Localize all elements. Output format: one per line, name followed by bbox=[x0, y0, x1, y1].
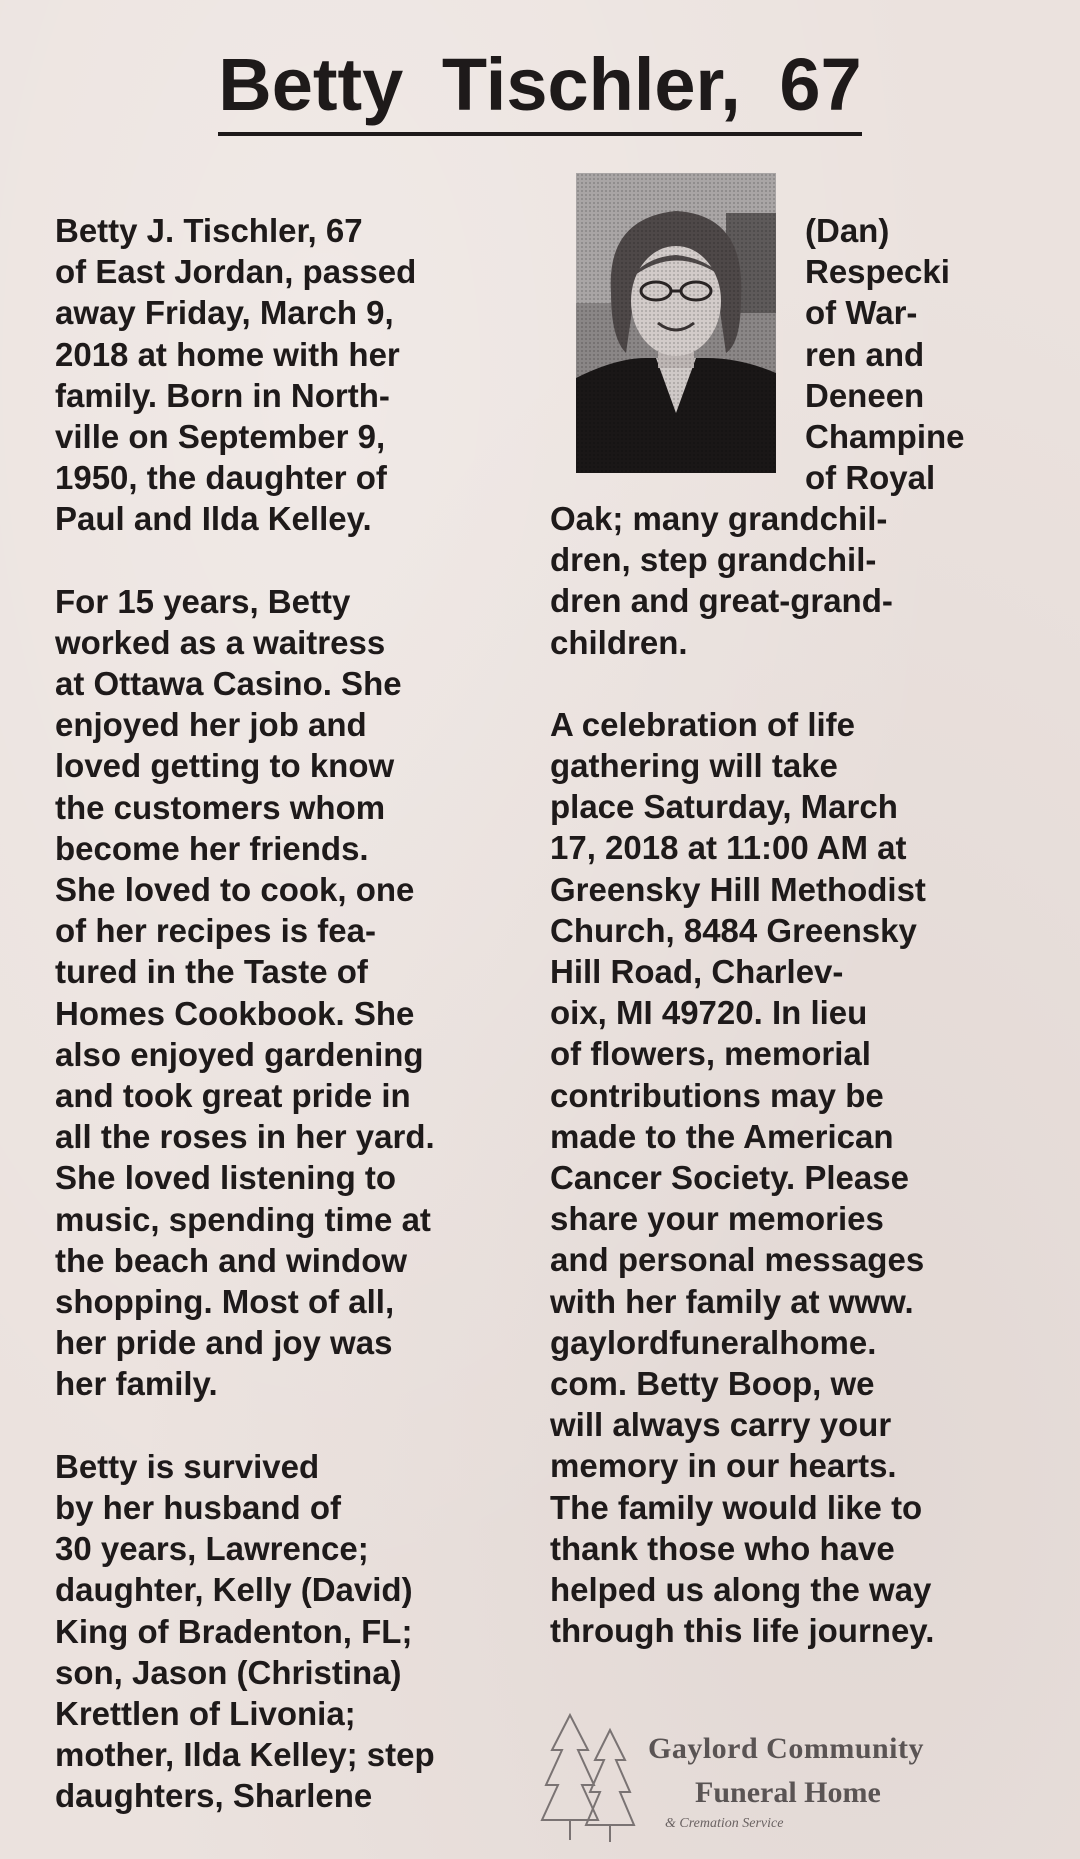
text-line: son, Jason (Christina) bbox=[55, 1653, 402, 1691]
text-line: of War- bbox=[805, 294, 918, 332]
text-line: Deneen bbox=[805, 376, 925, 414]
text-line: Homes Cookbook. She bbox=[55, 994, 415, 1032]
text-line: made to the American bbox=[550, 1117, 894, 1155]
text-line: will always carry your bbox=[550, 1406, 892, 1444]
text-line: daughter, Kelly (David) bbox=[55, 1571, 413, 1609]
text-line: all the roses in her yard. bbox=[55, 1118, 435, 1156]
text-line: She loved listening to bbox=[55, 1159, 397, 1197]
text-line: dren and great-grand- bbox=[550, 582, 893, 620]
paragraph-survivors-cont bbox=[550, 498, 1010, 663]
text-line: also enjoyed gardening bbox=[55, 1035, 424, 1073]
text-line: gathering will take bbox=[550, 747, 838, 785]
text-line: children. bbox=[550, 623, 688, 661]
text-line: ren and bbox=[805, 335, 925, 373]
text-line: her family. bbox=[55, 1365, 218, 1403]
funeral-home-logo bbox=[540, 1700, 1000, 1850]
text-line: of her recipes is fea- bbox=[55, 912, 376, 950]
text-line: share your memories bbox=[550, 1200, 884, 1238]
text-line: music, spending time at bbox=[55, 1200, 431, 1238]
text-line: of Royal bbox=[805, 459, 936, 497]
text-line: the beach and window bbox=[55, 1241, 408, 1279]
obituary-title bbox=[0, 43, 1080, 136]
text-line: Hill Road, Charlev- bbox=[550, 953, 844, 991]
text-line: place Saturday, March bbox=[550, 788, 898, 826]
text-line: 1950, the daughter of bbox=[55, 459, 387, 497]
text-line: Paul and Ilda Kelley. bbox=[55, 500, 372, 538]
text-line: by her husband of bbox=[55, 1488, 342, 1526]
logo-name-line2: Funeral Home bbox=[695, 1776, 881, 1809]
text-line: worked as a waitress bbox=[55, 623, 386, 661]
text-line: daughters, Sharlene bbox=[55, 1777, 373, 1815]
logo-name-line1: Gaylord Community bbox=[648, 1732, 925, 1765]
text-line: contributions may be bbox=[550, 1076, 884, 1114]
text-line: of flowers, memorial bbox=[550, 1035, 871, 1073]
text-line: 2018 at home with her bbox=[55, 335, 400, 373]
paragraph-intro bbox=[55, 210, 515, 540]
text-line: helped us along the way bbox=[550, 1571, 932, 1609]
text-line: gaylordfuneralhome. bbox=[550, 1323, 877, 1361]
text-line: through this life journey. bbox=[550, 1612, 935, 1650]
left-column bbox=[55, 210, 515, 1817]
text-line: tured in the Taste of bbox=[55, 953, 368, 991]
text-line: dren, step grandchil- bbox=[550, 541, 877, 579]
text-line: A celebration of life bbox=[550, 705, 855, 743]
text-line: thank those who have bbox=[550, 1529, 895, 1567]
right-column bbox=[550, 498, 1010, 1651]
right-column-beside-photo bbox=[805, 210, 1025, 498]
text-line: Greensky Hill Methodist bbox=[550, 870, 926, 908]
text-line: Respecki bbox=[805, 253, 950, 291]
paragraph-celebration bbox=[550, 704, 1010, 1652]
paragraph-career bbox=[55, 581, 515, 1405]
text-line: and took great pride in bbox=[55, 1077, 411, 1115]
text-line: Oak; many grandchil- bbox=[550, 500, 888, 537]
text-line: ville on September 9, bbox=[55, 418, 386, 456]
text-line: Church, 8484 Greensky bbox=[550, 911, 917, 949]
text-line: oix, MI 49720. In lieu bbox=[550, 994, 868, 1032]
text-line: memory in our hearts. bbox=[550, 1447, 897, 1485]
text-line: with her family at www. bbox=[550, 1282, 914, 1320]
text-line: loved getting to know bbox=[55, 747, 395, 785]
text-line: (Dan) bbox=[805, 212, 890, 249]
logo-subtitle: & Cremation Service bbox=[665, 1816, 784, 1831]
text-line: away Friday, March 9, bbox=[55, 294, 394, 332]
text-line: family. Born in North- bbox=[55, 376, 390, 414]
text-line: com. Betty Boop, we bbox=[550, 1365, 875, 1403]
text-line: 30 years, Lawrence; bbox=[55, 1530, 369, 1568]
title-text: Betty Tischler, 67 bbox=[218, 48, 861, 136]
text-line: of East Jordan, passed bbox=[55, 253, 417, 291]
text-line: 17, 2018 at 11:00 AM at bbox=[550, 829, 907, 867]
text-line: mother, Ilda Kelley; step bbox=[55, 1736, 435, 1774]
text-line: shopping. Most of all, bbox=[55, 1283, 395, 1321]
text-line: become her friends. bbox=[55, 829, 369, 867]
paragraph-survivors bbox=[55, 1446, 515, 1817]
text-line: Betty is survived bbox=[55, 1447, 320, 1485]
text-line: Krettlen of Livonia; bbox=[55, 1694, 356, 1732]
text-line: Cancer Society. Please bbox=[550, 1159, 909, 1197]
text-line: Betty J. Tischler, 67 bbox=[55, 212, 363, 249]
text-line: She loved to cook, one bbox=[55, 871, 415, 909]
text-line: enjoyed her job and bbox=[55, 706, 367, 744]
text-line: the customers whom bbox=[55, 788, 386, 826]
pine-trees-icon bbox=[540, 1700, 650, 1850]
text-line: The family would like to bbox=[550, 1488, 923, 1526]
text-line: For 15 years, Betty bbox=[55, 582, 351, 620]
text-line: at Ottawa Casino. She bbox=[55, 665, 402, 703]
text-line: King of Bradenton, FL; bbox=[55, 1612, 413, 1650]
text-line: her pride and joy was bbox=[55, 1324, 393, 1362]
portrait-photo bbox=[576, 173, 776, 473]
text-line: and personal messages bbox=[550, 1241, 925, 1279]
text-line: Champine bbox=[805, 418, 965, 456]
